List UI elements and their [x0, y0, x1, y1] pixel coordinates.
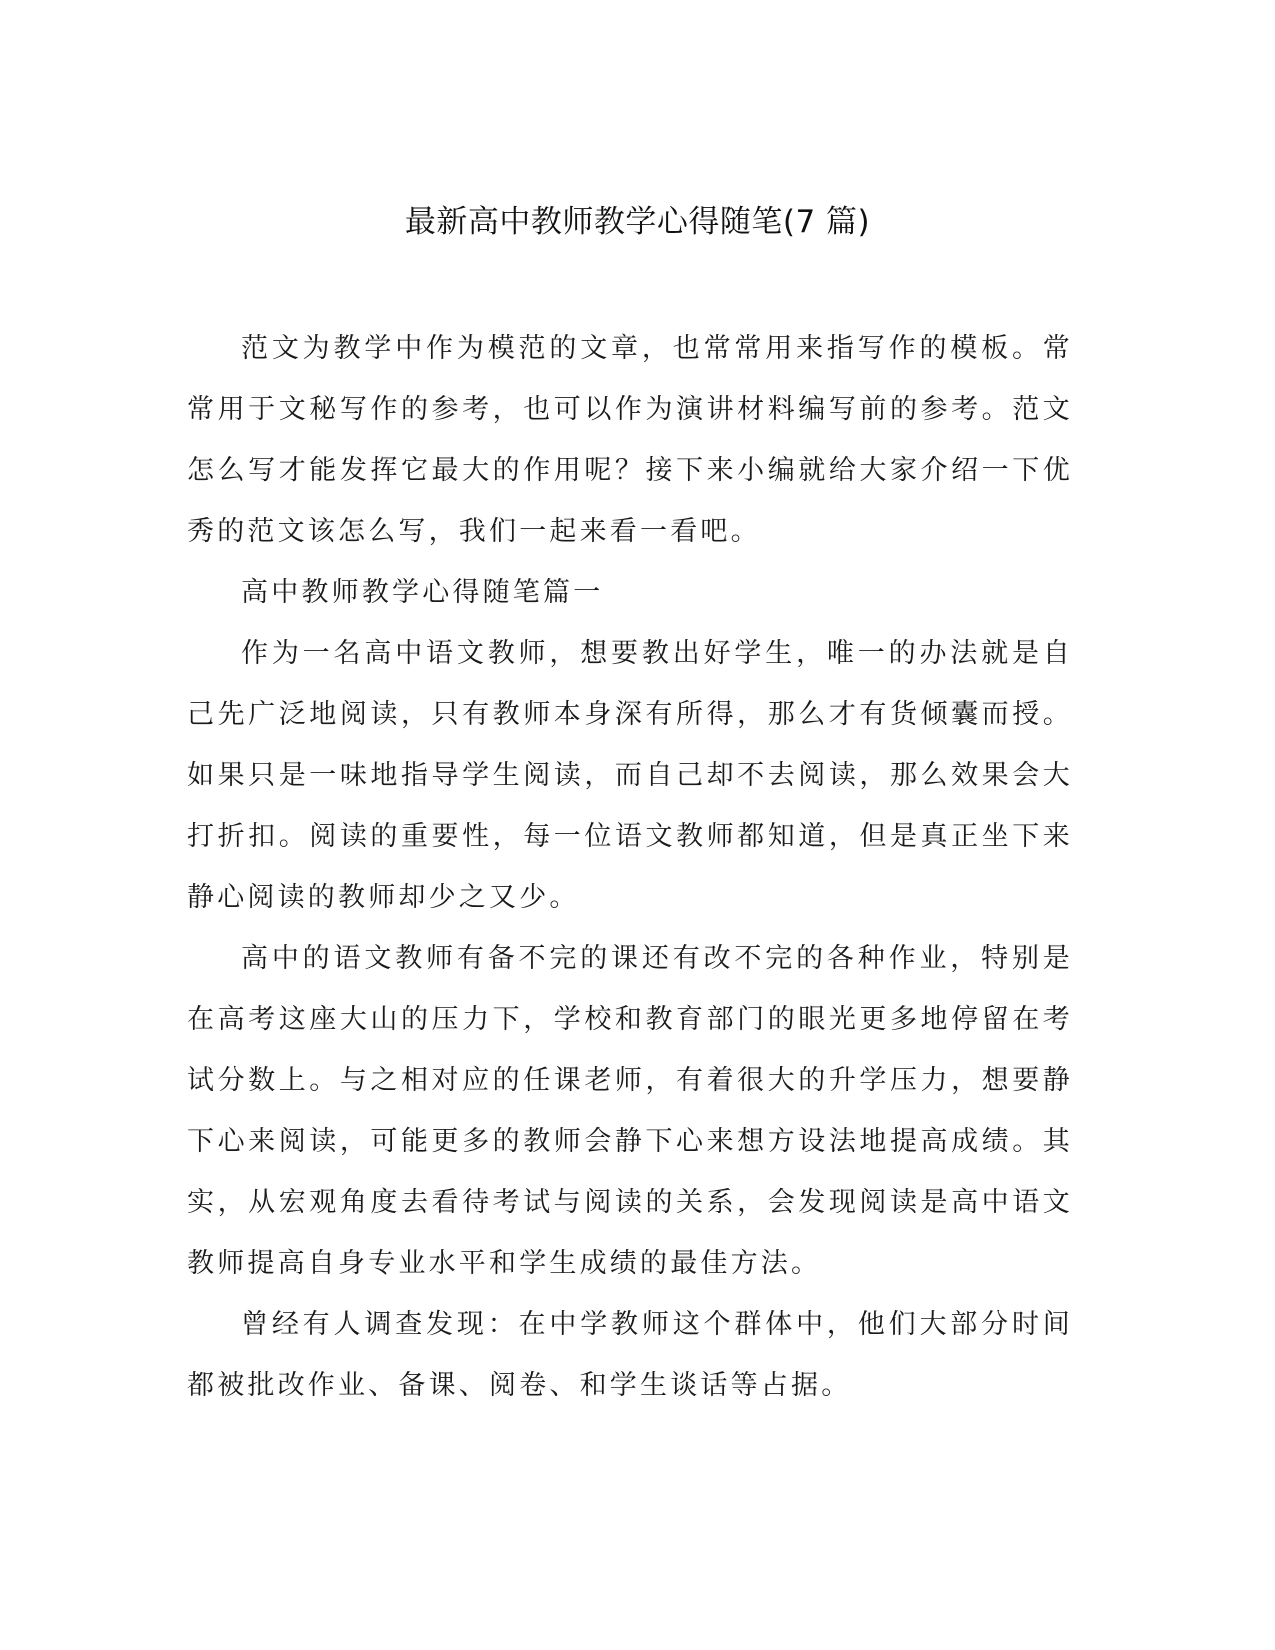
section-heading: 高中教师教学心得随笔篇一: [241, 577, 604, 608]
intro-paragraph: 范文为教学中作为模范的文章，也常常用来指写作的模板。常常用于文秘写作的参考，也可以作为演讲材料编写前的参考。范文怎么写才能发挥它最大的作用呢？接下来小编就给大家介绍一下优秀的范文该怎么写，我们一起来看一看吧。: [187, 333, 1073, 547]
document-body: [187, 318, 1073, 1416]
body-paragraph: 高中的语文教师有备不完的课还有改不完的各种作业，特别是在高考这座大山的压力下，学校和教育部门的眼光更多地停留在考试分数上。与之相对应的任课老师，有着很大的升学压力，想要静下心来阅读，可能更多的教师会静下心来想方设法地提高成绩。其实，从宏观角度去看待考试与阅读的关系，会发现阅读是高中语文教师提高自身专业水平和学生成绩的最佳方法。: [187, 943, 1073, 1279]
body-paragraph: 作为一名高中语文教师，想要教出好学生，唯一的办法就是自己先广泛地阅读，只有教师本身深有所得，那么才有货倾囊而授。如果只是一味地指导学生阅读，而自己却不去阅读，那么效果会大打折扣。阅读的重要性，每一位语文教师都知道，但是真正坐下来静心阅读的教师却少之又少。: [187, 638, 1073, 913]
document-title: 最新高中教师教学心得随笔(7 篇): [404, 204, 871, 240]
body-paragraph: 曾经有人调查发现：在中学教师这个群体中，他们大部分时间都被批改作业、备课、阅卷、和学生谈话等占据。: [187, 1309, 1073, 1401]
